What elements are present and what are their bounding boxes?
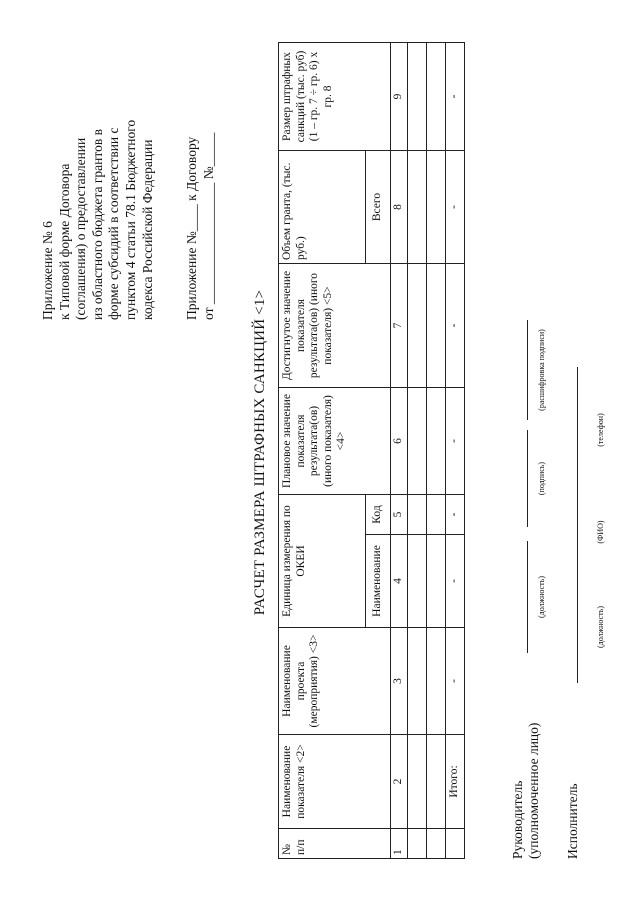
executor-name-line [577,493,578,571]
total-value: - [446,388,465,495]
head-caption-signature: (подпись) [537,461,546,496]
total-value: - [446,43,465,151]
table-cell [427,495,446,535]
col-header-unit-name: Наименование [366,535,391,628]
head-name-line [527,320,528,420]
column-number: 9 [391,43,408,151]
header-line: (соглашения) о предоставлении [73,137,89,320]
table-cell [427,829,446,859]
column-number: 5 [391,495,408,535]
col-header-achieved: Достигнутое значение показателя результата(ов) (иного показателя) <5> [279,264,391,388]
col-header-planned: Плановое значение показателя результата(ов) (иного показателя) <4> [279,388,391,495]
total-value: - [446,628,465,735]
head-label-line-2: (уполномоченное лицо) [526,722,541,859]
column-number: 8 [391,151,408,264]
col-header-unit: Единица измерения по ОКЕИ [279,495,366,628]
head-position-line [527,541,528,653]
header-row [279,43,366,859]
col-header-penalty: Размер штрафных санкций (тыс. руб) (1 – гр. 7 ÷ гр. 6) х гр. 8 [279,43,391,151]
total-value: - [446,264,465,388]
column-number: 3 [391,628,408,735]
head-label-line-1: Руководитель [510,780,525,859]
head-signature-label [510,723,542,859]
table-cell [408,495,427,535]
col-header-project: Наименование проекта (мероприятия) <3> [279,628,391,735]
header-line: Приложение № 6 [40,221,55,320]
appendix-header [40,20,156,320]
col-header-unit-code: Код [366,495,391,535]
head-signature-line [527,430,528,527]
col-header-grant-total: Всего [366,151,391,264]
table-cell [446,829,465,859]
table-cell [408,535,427,628]
header-line: из областного бюджета грантов в [89,129,105,320]
column-number: 6 [391,388,408,495]
table-cell [408,735,427,829]
executor-caption-position: (должность) [596,606,605,648]
executor-label: Исполнитель [565,783,580,859]
penalty-table [278,42,465,859]
header-line: кодекса Российской Федерации [139,139,155,320]
table-cell [408,264,427,388]
column-number: 4 [391,535,408,628]
total-row [446,43,465,859]
executor-caption-phone: (телефон) [596,413,605,447]
table-cell [427,264,446,388]
total-label: Итого: [446,735,465,829]
table-cell [408,628,427,735]
table-cell [427,628,446,735]
column-number: 7 [391,264,408,388]
executor-caption-name: (ФИО) [596,520,605,544]
total-value: - [446,535,465,628]
head-caption-position: (должность) [537,576,546,618]
contract-reference-line-1: Приложение №____ к Договору [184,136,199,320]
column-number: 2 [391,735,408,829]
col-header-number: № п/п [279,829,391,859]
table-cell [408,151,427,264]
col-header-grant: Объем гранта, (тыс. руб.) [279,151,366,264]
table-cell [427,388,446,495]
contract-reference-line-2: от __________________ №_____ [200,132,216,320]
table-cell [408,43,427,151]
head-caption-name: (расшифровка подписи) [537,329,546,411]
table-row [427,43,446,859]
column-number-row [391,43,408,859]
header-line: пунктом 4 статьи 78.1 Бюджетного [122,119,138,320]
executor-position-line [577,571,578,683]
document-title: РАСЧЕТ РАЗМЕРА ШТРАФНЫХ САНКЦИЙ <1> [252,289,268,616]
table-cell [408,829,427,859]
table-cell [427,43,446,151]
table-cell [427,151,446,264]
table-row [408,43,427,859]
table-cell [427,735,446,829]
col-header-indicator: Наименование показателя <2> [279,735,391,829]
executor-phone-line [577,367,578,493]
header-line: к Типовой форме Договора [56,163,72,320]
header-line: форме субсидий в соответствии с [106,127,122,320]
table-cell [427,535,446,628]
total-value: - [446,495,465,535]
contract-reference [184,20,217,320]
total-value: - [446,151,465,264]
column-number: 1 [391,829,408,859]
table-cell [408,388,427,495]
